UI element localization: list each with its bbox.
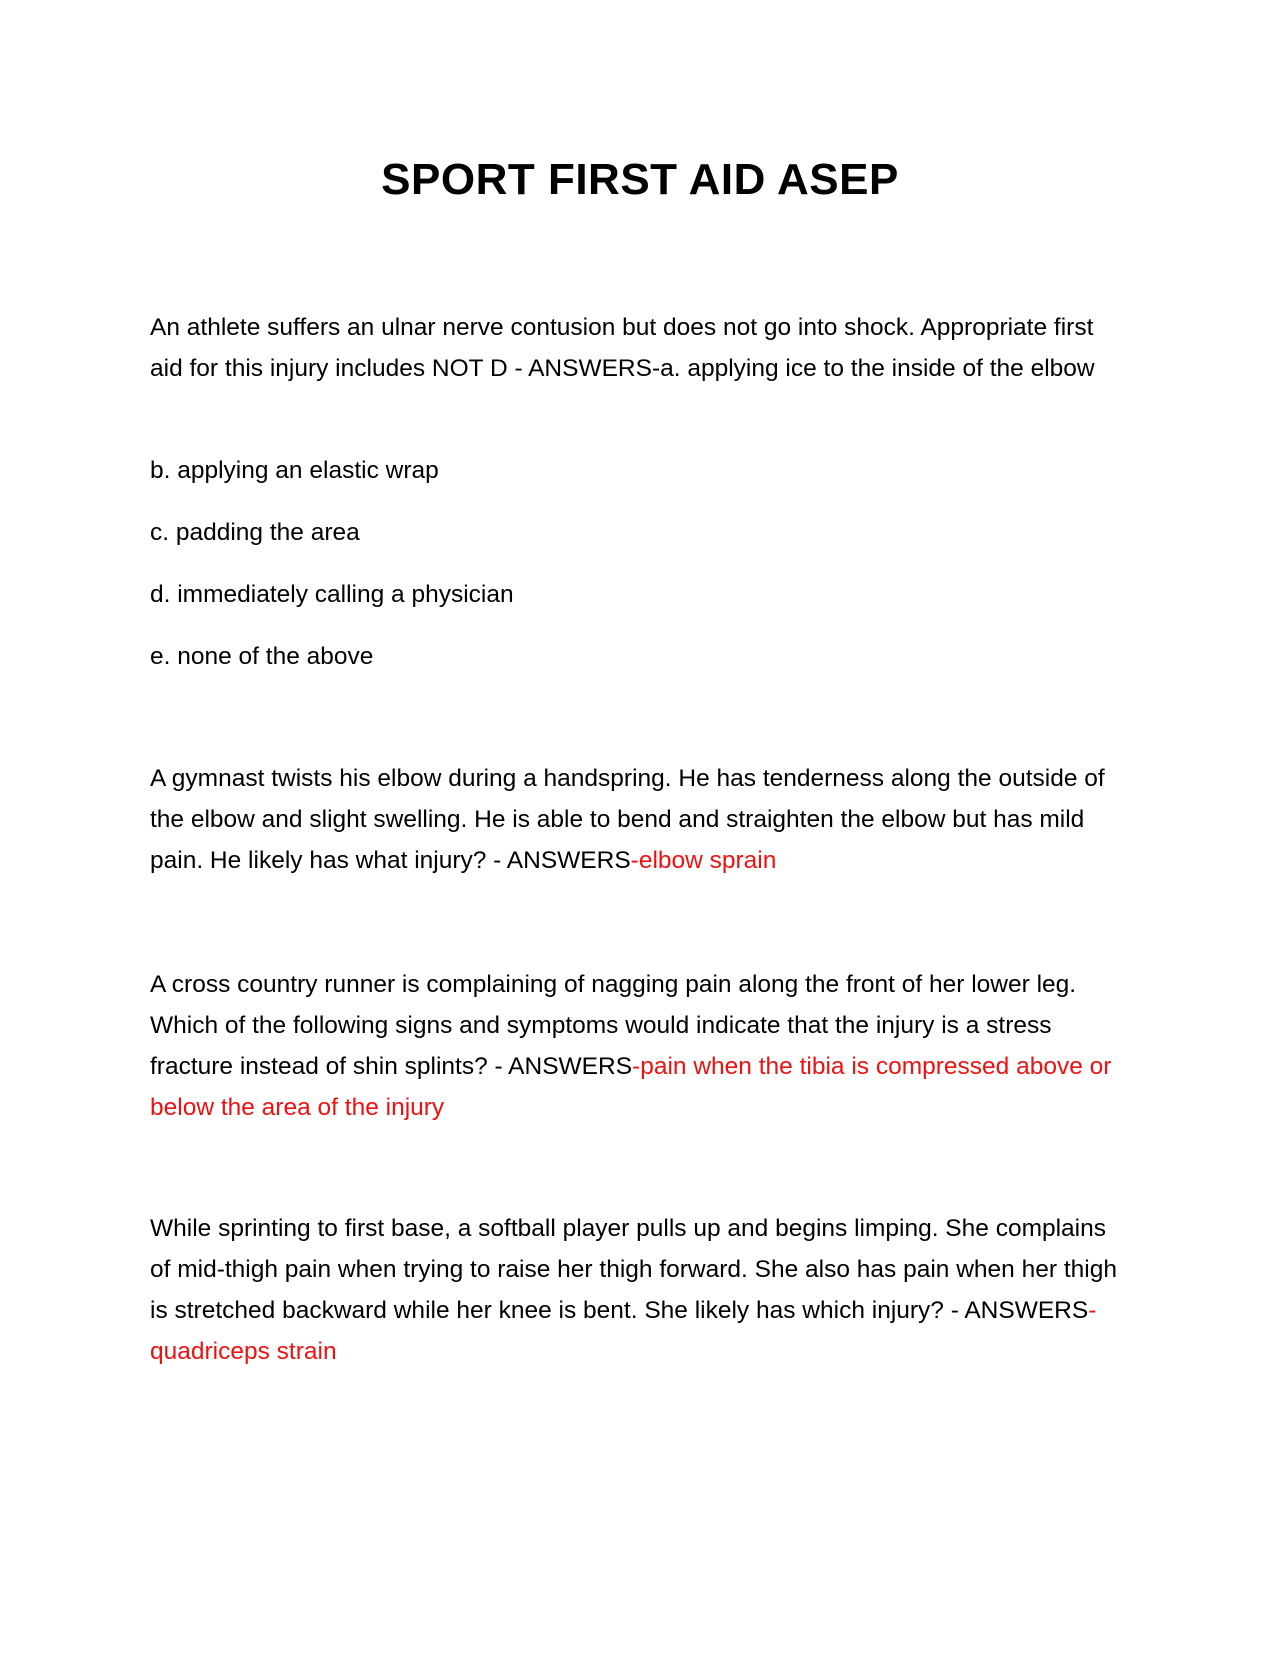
- document-title: SPORT FIRST AID ASEP: [381, 155, 899, 204]
- question-3-text: A cross country runner is complaining of nagging pain along the front of her lower leg. Which of the following signs and symptoms would indicate that the injury is a stress fracture instead of shin splints? - ANSWERS: [150, 971, 1077, 1080]
- question-4-text: While sprinting to first base, a softball player pulls up and begins limping. She complains of mid-thigh pain when trying to raise her thigh forward. She also has pain when her thigh is stretched backward while her knee is bent. She likely has which injury? - ANSWERS: [150, 1215, 1117, 1324]
- question-2: [150, 758, 1130, 881]
- question-1-text: An athlete suffers an ulnar nerve contusion but does not go into shock. Appropriate first aid for this injury includes NOT D - ANSWERS-a. applying ice to the inside of the elbow: [150, 314, 1095, 382]
- question-3: [150, 964, 1130, 1128]
- question-1-option-e: e. none of the above: [150, 643, 374, 670]
- question-1-option-d: d. immediately calling a physician: [150, 581, 514, 608]
- question-1-option-b: b. applying an elastic wrap: [150, 457, 439, 484]
- question-2-answer: -elbow sprain: [630, 847, 777, 874]
- question-2-text: A gymnast twists his elbow during a handspring. He has tenderness along the outside of the elbow and slight swelling. He is able to bend and straighten the elbow but has mild pain. He likely has what injury? - ANSWERS: [150, 765, 1105, 874]
- question-1-option-c: c. padding the area: [150, 519, 360, 546]
- question-3-answer: -pain when the tibia is compressed above or below the area of the injury: [150, 1053, 1112, 1121]
- question-4: [150, 1208, 1130, 1372]
- question-4-answer: -quadriceps strain: [150, 1297, 1097, 1365]
